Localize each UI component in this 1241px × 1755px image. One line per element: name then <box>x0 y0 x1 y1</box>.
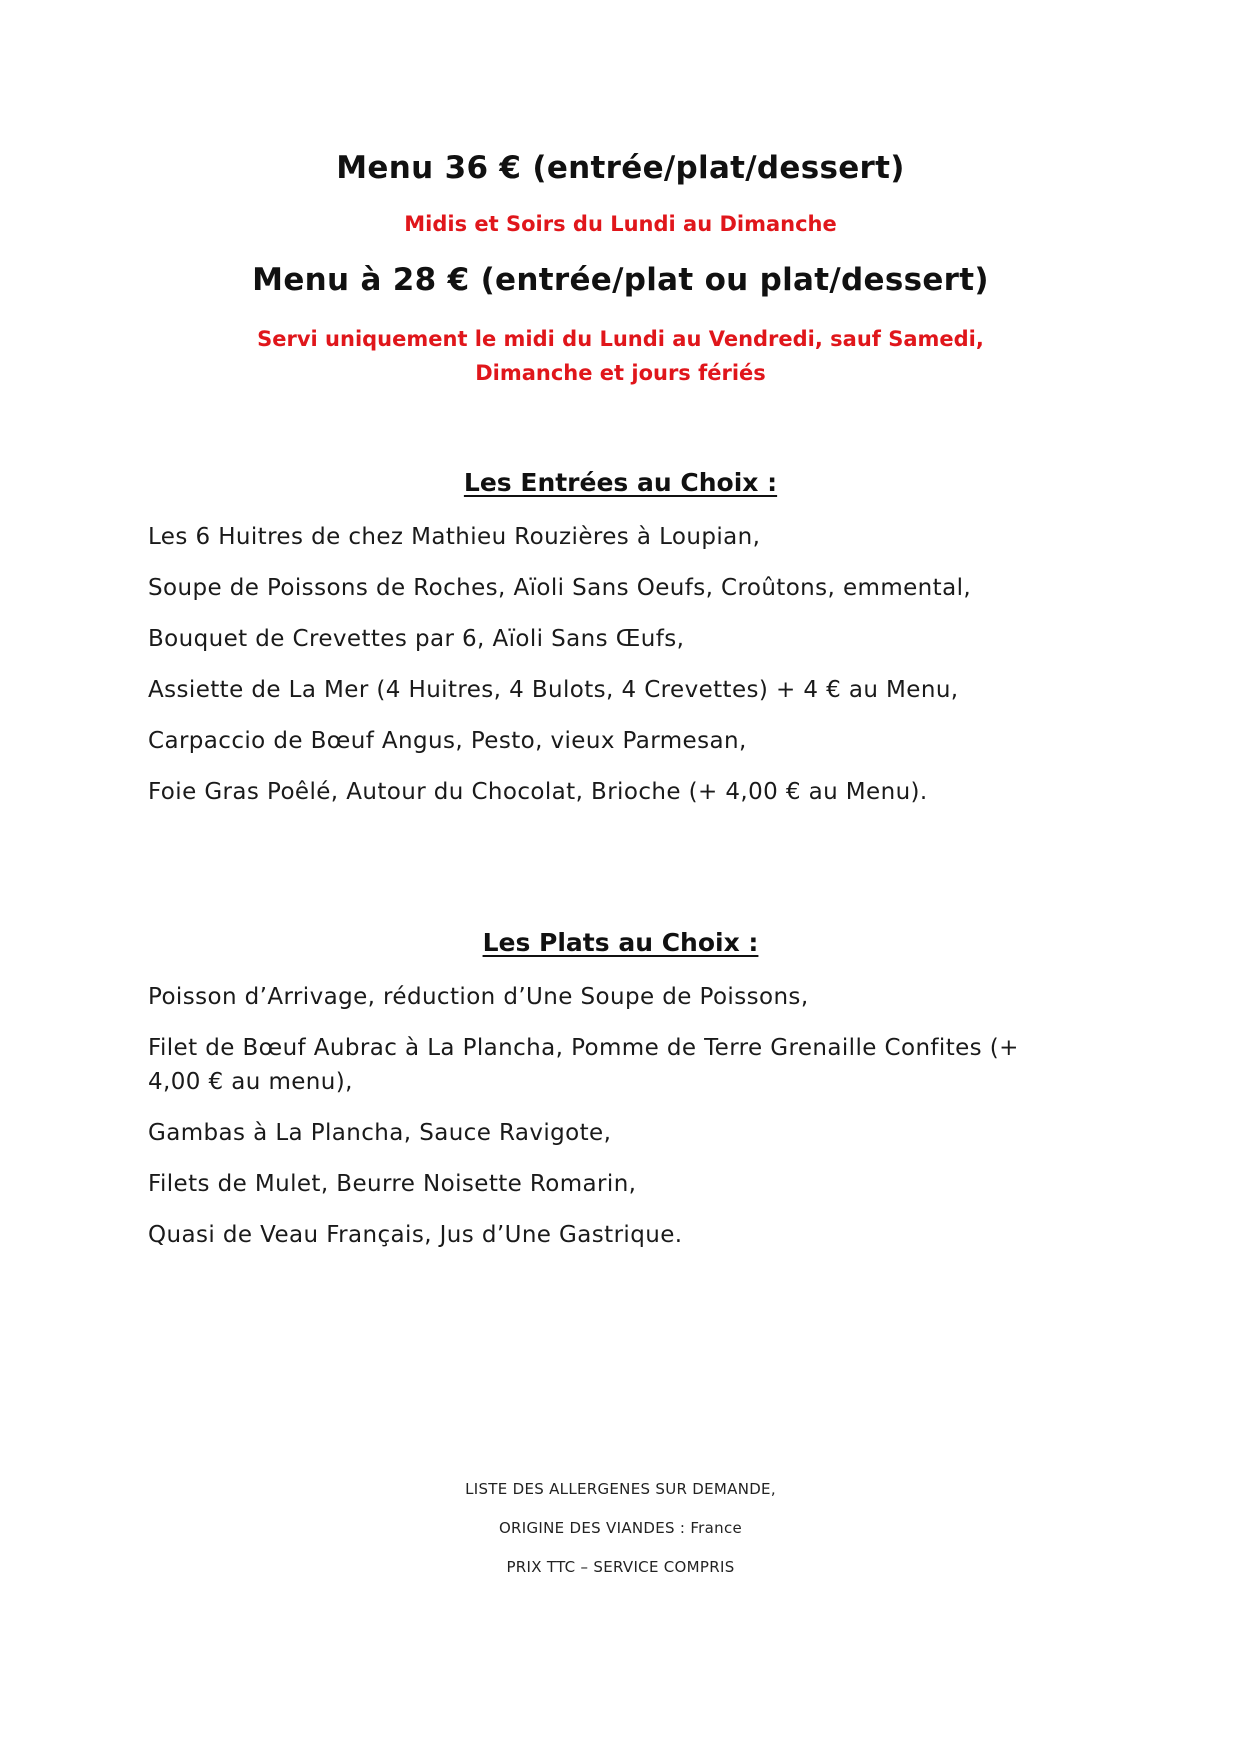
menu-28-subtitle-line-2: Dimanche et jours fériés <box>475 361 766 385</box>
entrees-heading: Les Entrées au Choix : <box>463 468 778 497</box>
list-item: Filet de Bœuf Aubrac à La Plancha, Pomme de Terre Grenaille Confites (+ 4,00 € au menu), <box>148 1035 1019 1095</box>
list-item: Soupe de Poissons de Roches, Aïoli Sans Oeufs, Croûtons, emmental, <box>148 575 972 601</box>
list-item: Assiette de La Mer (4 Huitres, 4 Bulots, 4 Crevettes) + 4 € au Menu, <box>148 677 959 703</box>
list-item: Gambas à La Plancha, Sauce Ravigote, <box>148 1120 612 1146</box>
menu-36-title: Menu 36 € (entrée/plat/dessert) <box>336 150 905 186</box>
footer-allergens: LISTE DES ALLERGENES SUR DEMANDE, <box>465 1480 776 1498</box>
list-item: Quasi de Veau Français, Jus d’Une Gastrique. <box>148 1222 683 1248</box>
list-item: Carpaccio de Bœuf Angus, Pesto, vieux Parmesan, <box>148 728 747 754</box>
list-item: Les 6 Huitres de chez Mathieu Rouzières à Loupian, <box>148 524 761 550</box>
menu-28-title: Menu à 28 € (entrée/plat ou plat/dessert) <box>252 262 989 298</box>
footer-meat-origin: ORIGINE DES VIANDES : France <box>498 1519 743 1537</box>
list-item: Foie Gras Poêlé, Autour du Chocolat, Brioche (+ 4,00 € au Menu). <box>148 779 928 805</box>
footer-price-note: PRIX TTC – SERVICE COMPRIS <box>506 1558 735 1576</box>
menu-36-subtitle: Midis et Soirs du Lundi au Dimanche <box>404 212 837 236</box>
list-item: Poisson d’Arrivage, réduction d’Une Soupe de Poissons, <box>148 984 809 1010</box>
entrees-list <box>148 520 1128 826</box>
plats-heading: Les Plats au Choix : <box>482 928 759 957</box>
plats-list <box>148 980 1128 1269</box>
list-item: Filets de Mulet, Beurre Noisette Romarin, <box>148 1171 637 1197</box>
list-item: Bouquet de Crevettes par 6, Aïoli Sans Œufs, <box>148 626 685 652</box>
menu-28-subtitle-line-1: Servi uniquement le midi du Lundi au Vendredi, sauf Samedi, <box>257 327 984 351</box>
